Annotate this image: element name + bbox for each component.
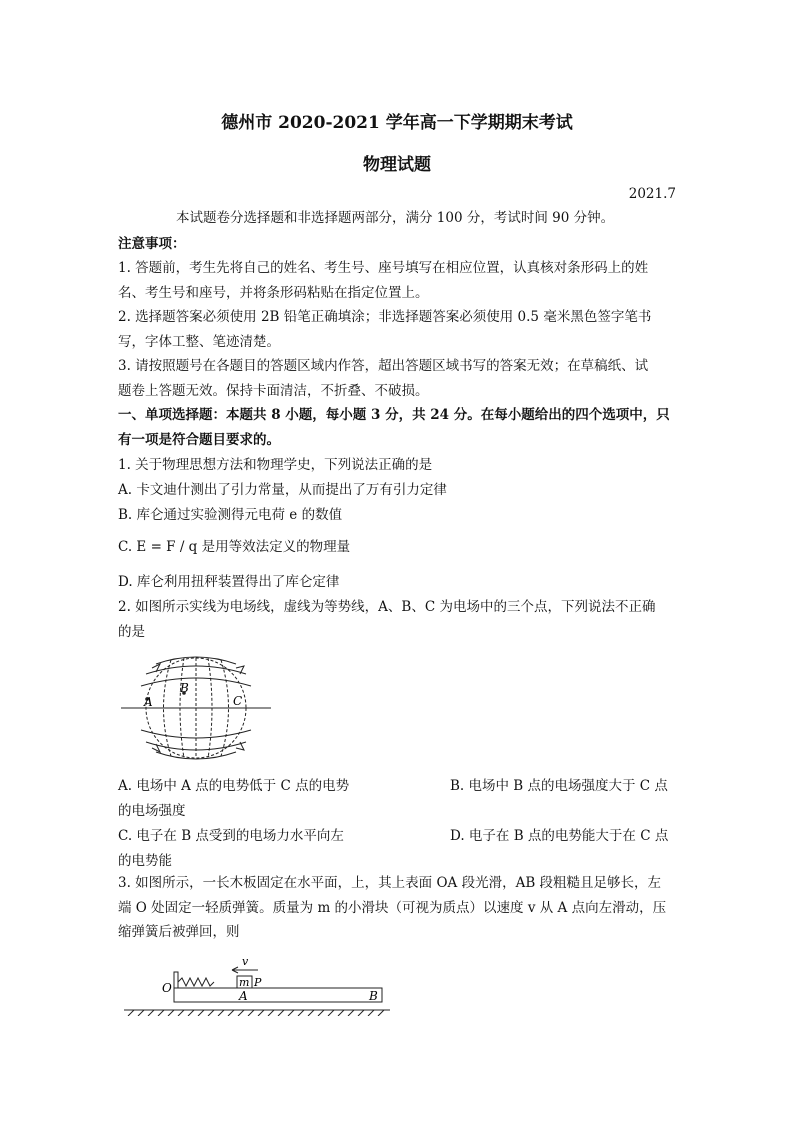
q1-option-b: B. 库仑通过实验测得元电荷 e 的数值 — [118, 507, 343, 523]
q2-stem-line-1: 2. 如图所示实线为电场线，虚线为等势线，A、B、C 为电场中的三个点，下列说法不正确 — [118, 599, 656, 615]
q1-option-d: D. 库仑利用扭秤装置得出了库仑定律 — [118, 574, 340, 590]
note-2-line-1: 2. 选择题答案必须使用 2B 铅笔正确填涂；非选择题答案必须使用 0.5 毫米黑色签字笔书 — [118, 309, 652, 325]
point-b-label: B — [369, 989, 378, 1003]
q3-stem-line-1: 3. 如图所示，一长木板固定在水平面，上，其上表面 OA 段光滑，AB 段粗糙且足够长，左 — [118, 875, 662, 891]
q1-stem: 1. 关于物理思想方法和物理学史，下列说法正确的是 — [118, 457, 433, 473]
figure-label-c: C — [233, 694, 243, 708]
note-1-line-1: 1. 答题前，考生先将自己的姓名、考生号、座号填写在相应位置，认真核对条形码上的姓 — [118, 260, 649, 276]
q1-option-c: C. E = F / q 是用等效法定义的物理量 — [118, 539, 351, 555]
q2-option-d: D. 电子在 B 点的电势能大于在 C 点 — [450, 828, 669, 844]
note-2-line-2: 写，字体工整、笔迹清楚。 — [118, 334, 280, 350]
note-1-line-2: 名、考生号和座号，并将条形码粘贴在指定位置上。 — [118, 285, 429, 301]
q2-option-a: A. 电场中 A 点的电势低于 C 点的电势 — [118, 778, 350, 794]
q3-stem-line-2: 端 O 处固定一轻质弹簧。质量为 m 的小滑块（可视为质点）以速度 v 从 A 点向左滑动，压 — [118, 900, 667, 916]
notes-heading: 注意事项： — [118, 236, 186, 252]
q2-option-b-continued: 的电场强度 — [118, 803, 186, 819]
electric-field-figure — [116, 652, 276, 764]
exam-date: 2021.7 — [628, 186, 676, 202]
point-o-label: O — [162, 981, 172, 995]
section-1-heading-line-2: 有一项是符合题目要求的。 — [118, 432, 280, 448]
section-1-heading-line-1: 一、单项选择题：本题共 8 小题，每小题 3 分，共 24 分。在每小题给出的四个选项中，只 — [118, 407, 670, 423]
figure-label-b: B — [180, 681, 189, 695]
exam-intro: 本试题卷分选择题和非选择题两部分，满分 100 分，考试时间 90 分钟。 — [176, 210, 615, 226]
note-3-line-2: 题卷上答题无效。保持卡面清洁，不折叠、不破损。 — [118, 383, 429, 399]
q2-option-b: B. 电场中 B 点的电场强度大于 C 点 — [450, 778, 668, 794]
q3-stem-line-3: 缩弹簧后被弹回，则 — [118, 924, 240, 940]
point-p-label: P — [254, 976, 262, 989]
spring-board-figure — [120, 952, 395, 1016]
q1-option-a: A. 卡文迪什测出了引力常量，从而提出了万有引力定律 — [118, 482, 447, 498]
exam-subtitle: 物理试题 — [363, 155, 431, 175]
point-a-label: A — [239, 989, 248, 1003]
q2-option-c: C. 电子在 B 点受到的电场力水平向左 — [118, 828, 344, 844]
velocity-label: v — [242, 955, 249, 968]
note-3-line-1: 3. 请按照题号在各题目的答题区域内作答，超出答题区域书写的答案无效；在草稿纸、试 — [118, 358, 649, 374]
mass-label: m — [239, 976, 250, 989]
figure-label-a: A — [144, 695, 153, 709]
q2-option-d-continued: 的电势能 — [118, 853, 172, 869]
exam-title: 德州市 2020-2021 学年高一下学期期末考试 — [221, 113, 573, 133]
q2-stem-line-2: 的是 — [118, 624, 145, 640]
